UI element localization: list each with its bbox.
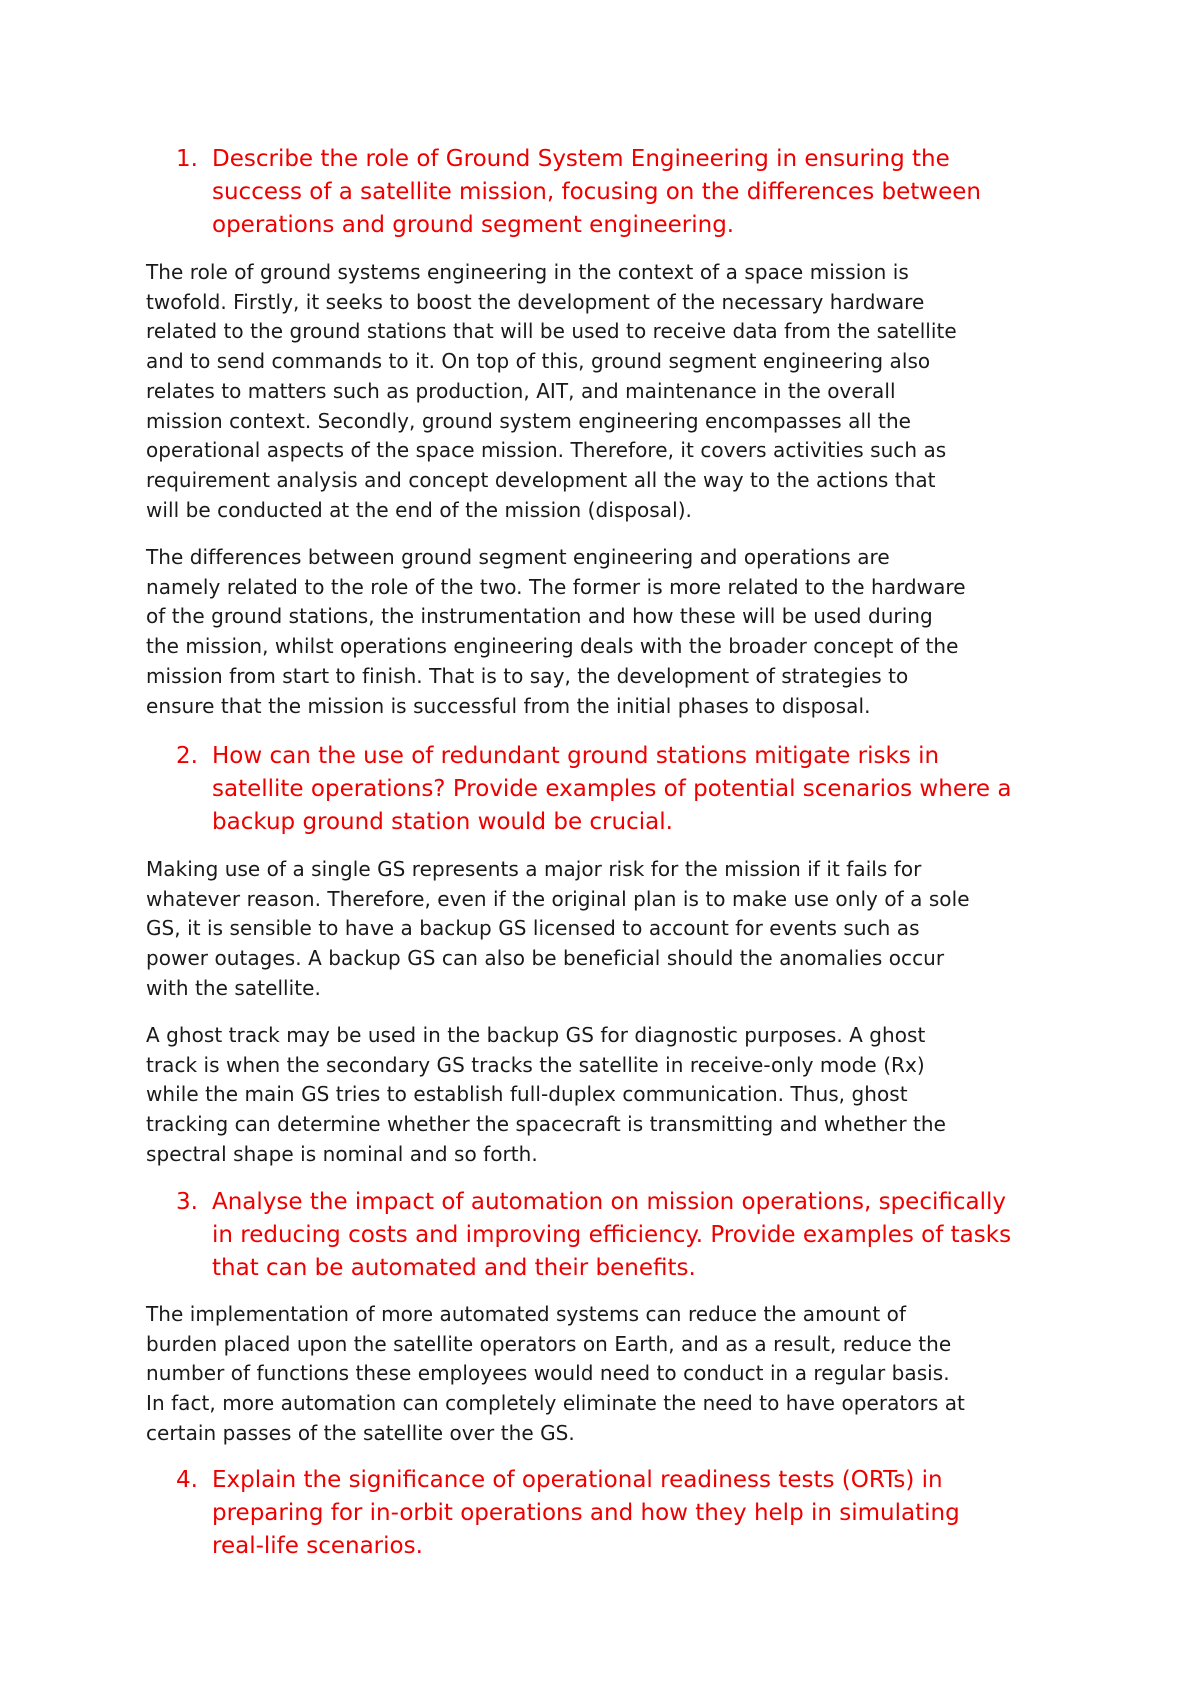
question-line: Explain the significance of operational readiness tests (ORTs) in — [212, 1467, 943, 1493]
question-2 — [176, 740, 1076, 839]
question-line: backup ground station would be crucial. — [212, 809, 673, 835]
text-line: namely related to the role of the two. The former is more related to the hardware — [146, 574, 966, 599]
question-text — [212, 1186, 1076, 1285]
question-line: success of a satellite mission, focusing on the differences between — [212, 179, 981, 205]
question-line: satellite operations? Provide examples of potential scenarios where a — [212, 776, 1012, 802]
question-line: operations and ground segment engineering. — [212, 212, 735, 238]
text-line: twofold. Firstly, it seeks to boost the development of the necessary hardware — [146, 289, 925, 314]
text-line: mission context. Secondly, ground system engineering encompasses all the — [146, 408, 912, 433]
text-line: with the satellite. — [146, 975, 321, 1000]
text-line: whatever reason. Therefore, even if the original plan is to make use only of a sole — [146, 886, 970, 911]
text-line: mission from start to finish. That is to say, the development of strategies to — [146, 663, 909, 688]
text-line: A ghost track may be used in the backup GS for diagnostic purposes. A ghost — [146, 1023, 926, 1047]
text-line: ensure that the mission is successful from the initial phases to disposal. — [146, 693, 871, 718]
text-line: while the main GS tries to establish full-duplex communication. Thus, ghost — [146, 1082, 908, 1107]
question-text — [212, 143, 1076, 242]
text-line: will be conducted at the end of the mission (disposal). — [146, 497, 692, 522]
question-number: 2. — [176, 743, 198, 769]
question-line: in reducing costs and improving efficiency. Provide examples of tasks — [212, 1222, 1012, 1248]
text-line: In fact, more automation can completely eliminate the need to have operators at — [146, 1391, 965, 1416]
question-line: preparing for in-orbit operations and how they help in simulating — [212, 1500, 960, 1526]
text-line: spectral shape is nominal and so forth. — [146, 1141, 538, 1166]
question-text — [212, 1464, 1076, 1563]
answer-paragraph — [146, 543, 1076, 721]
text-line: GS, it is sensible to have a backup GS licensed to account for events such as — [146, 916, 920, 941]
question-number: 3. — [176, 1189, 198, 1215]
question-1 — [176, 143, 1076, 242]
question-number: 4. — [176, 1467, 198, 1493]
text-line: power outages. A backup GS can also be beneficial should the anomalies occur — [146, 946, 945, 971]
question-3 — [176, 1186, 1076, 1285]
text-line: burden placed upon the satellite operators on Earth, and as a result, reduce the — [146, 1331, 952, 1356]
question-line: Analyse the impact of automation on mission operations, specifically — [212, 1189, 1006, 1215]
answer-paragraph — [146, 1021, 1076, 1170]
question-text — [212, 740, 1076, 839]
text-line: tracking can determine whether the spacecraft is transmitting and whether the — [146, 1112, 946, 1137]
question-line: How can the use of redundant ground stations mitigate risks in — [212, 743, 940, 769]
text-line: The differences between ground segment engineering and operations are — [146, 545, 890, 569]
text-line: requirement analysis and concept development all the way to the actions that — [146, 467, 936, 492]
answer-paragraph — [146, 1300, 1076, 1449]
text-line: relates to matters such as production, AIT, and maintenance in the overall — [146, 378, 896, 403]
text-line: of the ground stations, the instrumentation and how these will be used during — [146, 604, 933, 629]
answer-paragraph — [146, 258, 1076, 525]
text-line: The role of ground systems engineering in the context of a space mission is — [146, 260, 909, 284]
text-line: operational aspects of the space mission. Therefore, it covers activities such as — [146, 438, 947, 463]
text-line: number of functions these employees would need to conduct in a regular basis. — [146, 1361, 950, 1386]
question-number: 1. — [176, 146, 198, 172]
question-line: Describe the role of Ground System Engineering in ensuring the — [212, 146, 950, 172]
text-line: certain passes of the satellite over the GS. — [146, 1420, 575, 1445]
text-line: the mission, whilst operations engineering deals with the broader concept of the — [146, 634, 959, 659]
text-line: and to send commands to it. On top of this, ground segment engineering also — [146, 349, 931, 374]
question-line: real-life scenarios. — [212, 1533, 423, 1559]
question-4 — [176, 1464, 1076, 1563]
text-line: related to the ground stations that will be used to receive data from the satellite — [146, 319, 957, 344]
question-line: that can be automated and their benefits. — [212, 1255, 696, 1281]
text-line: Making use of a single GS represents a major risk for the mission if it fails for — [146, 857, 922, 881]
text-line: track is when the secondary GS tracks the satellite in receive-only mode (Rx) — [146, 1052, 925, 1077]
answer-paragraph — [146, 855, 1076, 1004]
text-line: The implementation of more automated systems can reduce the amount of — [146, 1302, 907, 1326]
